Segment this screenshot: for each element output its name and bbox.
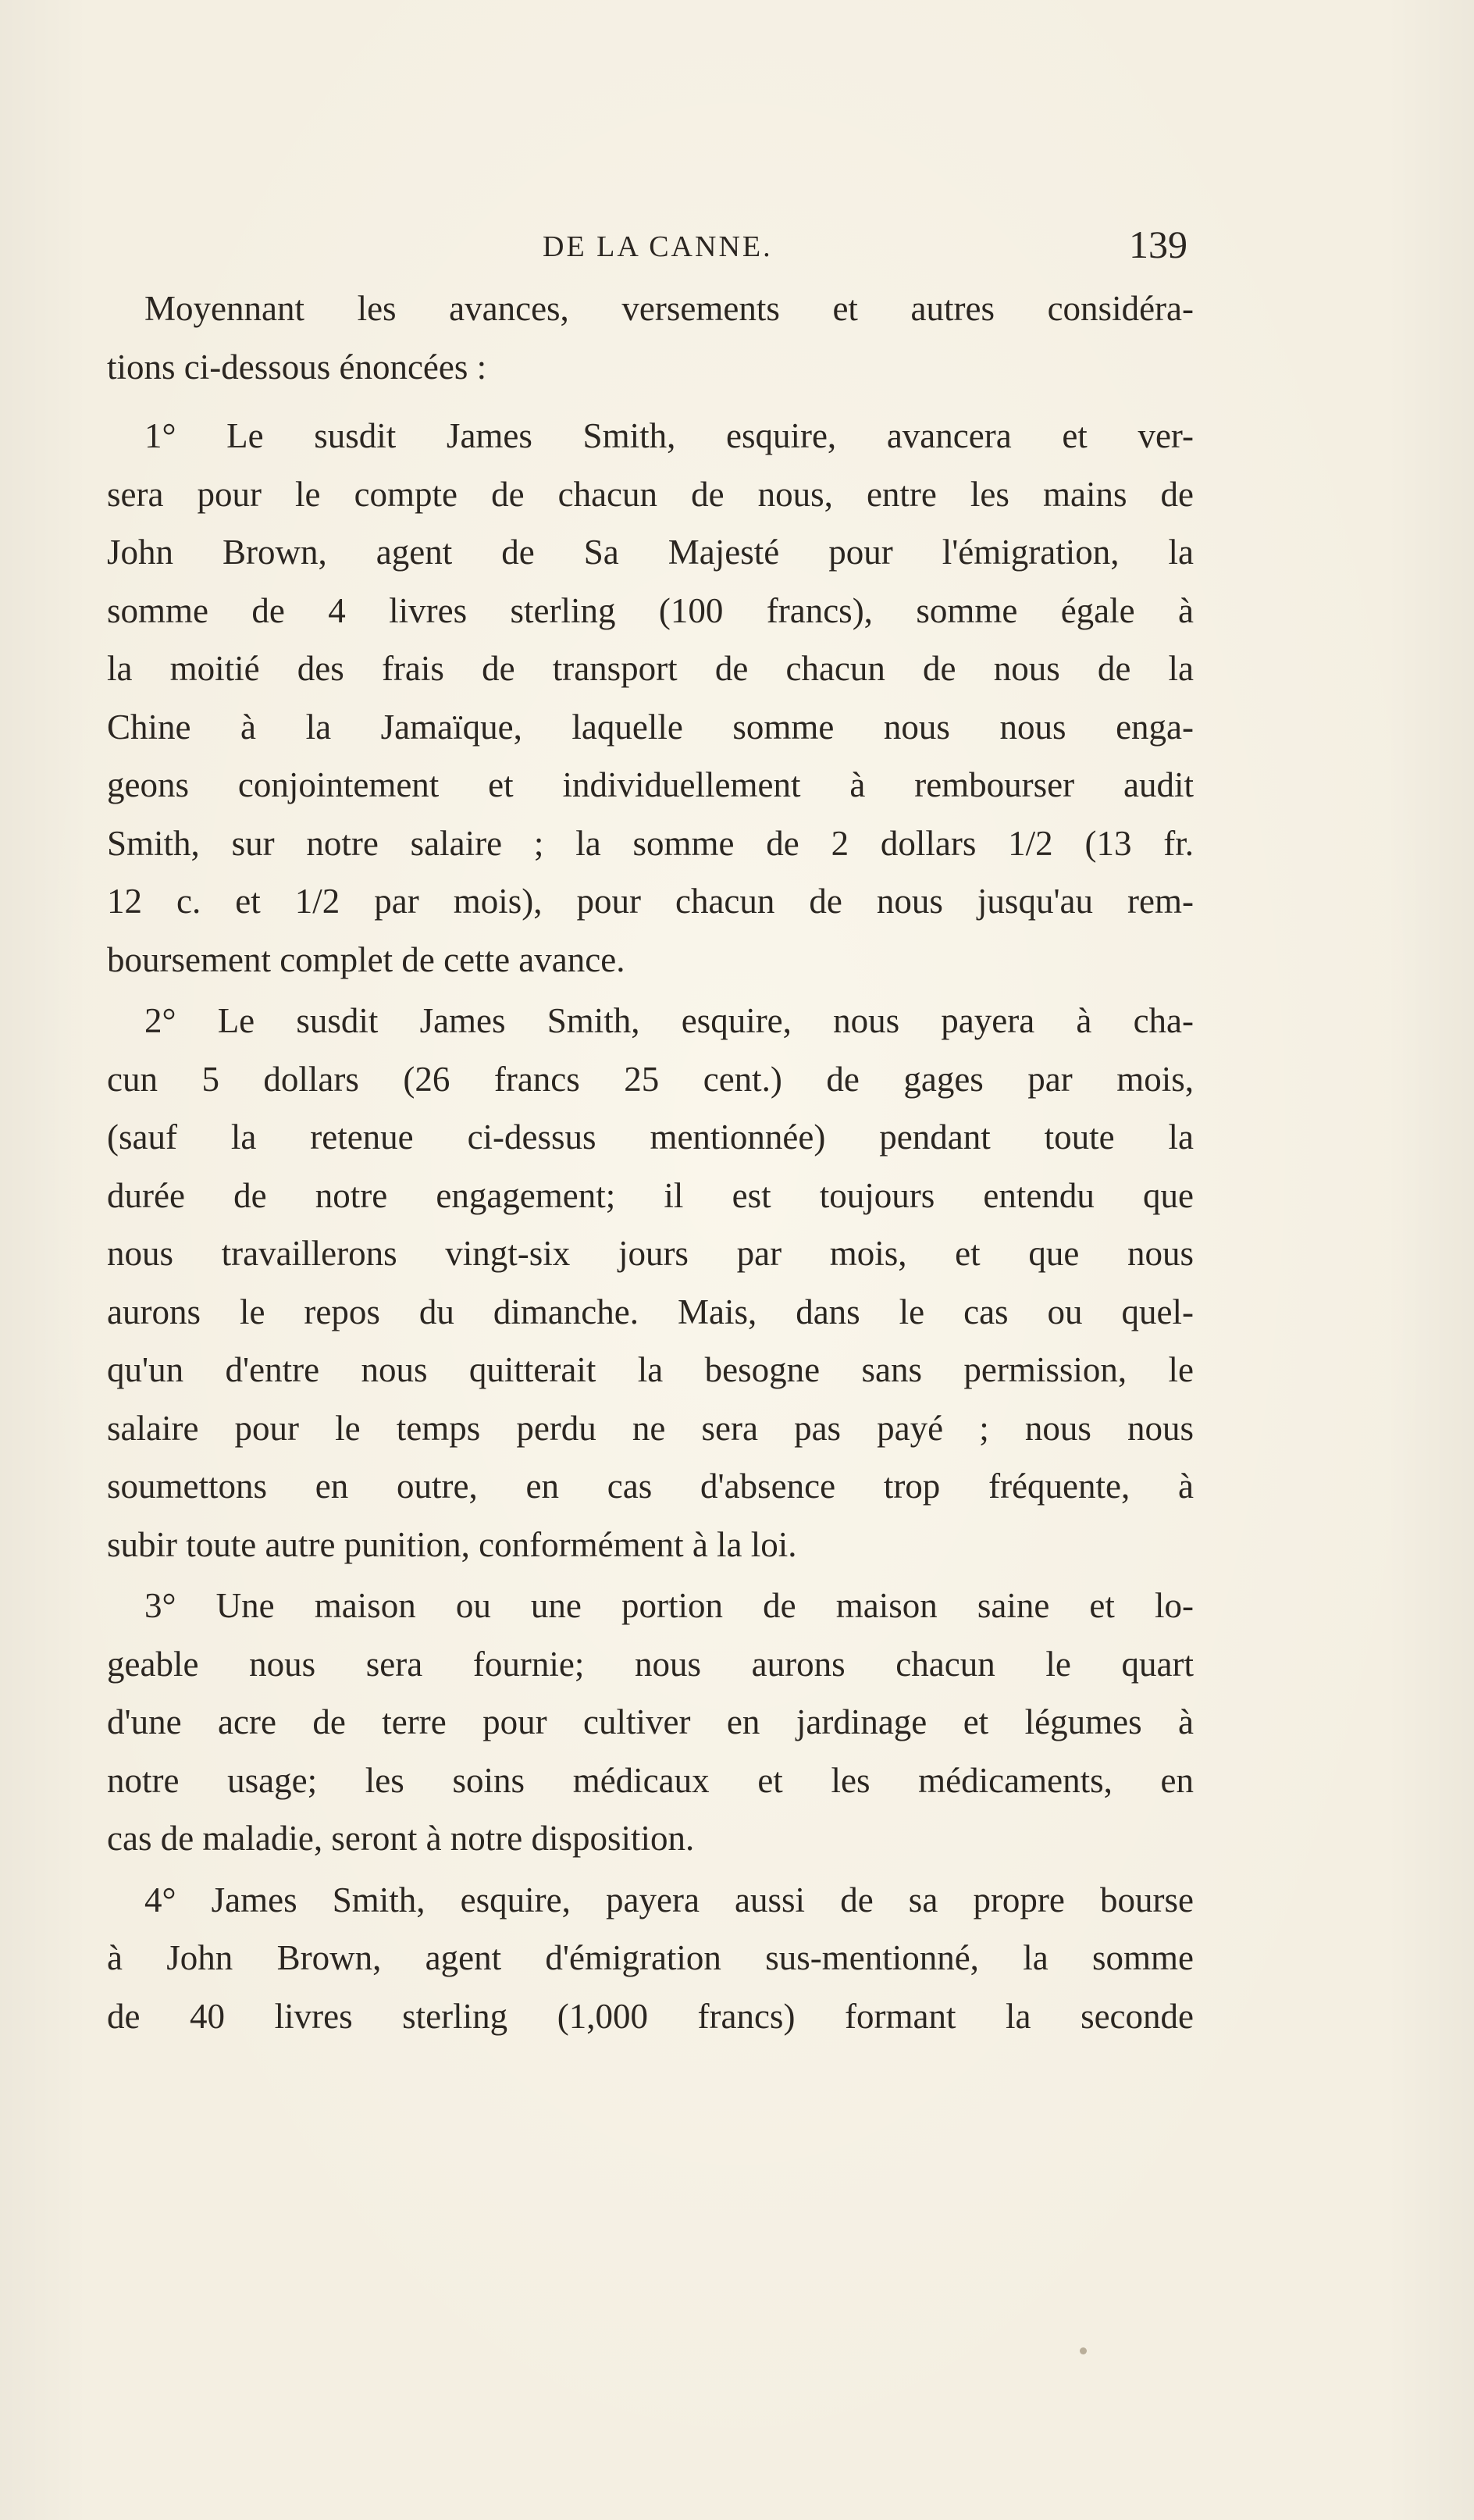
paragraph-article-2	[107, 992, 1194, 1574]
text-line: 3° Une maison ou une portion de maison saine et lo-	[144, 1586, 1194, 1625]
paragraph-article-3	[107, 1577, 1194, 1868]
text-line: (sauf la retenue ci-dessus mentionnée) pendant toute la	[107, 1117, 1194, 1157]
text-line: geable nous sera fournie; nous aurons chacun le quart	[107, 1644, 1194, 1684]
text-line: de 40 livres sterling (1,000 francs) formant la seconde	[107, 1996, 1194, 2036]
text-line: d'une acre de terre pour cultiver en jardinage et légumes à	[107, 1702, 1194, 1741]
text-line: Moyennant les avances, versements et autres considéra-	[144, 289, 1194, 328]
text-line: 1° Le susdit James Smith, esquire, avancera et ver-	[144, 416, 1194, 455]
paper-blemish	[1080, 2347, 1087, 2354]
paragraph-preamble	[107, 280, 1194, 396]
text-line: soumettons en outre, en cas d'absence trop fréquente, à	[107, 1467, 1194, 1506]
page-number: 139	[1129, 223, 1187, 266]
text-line: notre usage; les soins médicaux et les médicaments, en	[107, 1760, 1194, 1800]
paragraph-gap	[107, 399, 1194, 407]
paragraph-article-4	[107, 1871, 1194, 2046]
text-line: salaire pour le temps perdu ne sera pas payé ; nous nous	[107, 1408, 1194, 1448]
text-line: geons conjointement et individuellement à rembourser audit	[107, 765, 1194, 804]
text-line: Smith, sur notre salaire ; la somme de 2 dollars 1/2 (13 fr.	[107, 823, 1194, 863]
text-line: Chine à la Jamaïque, laquelle somme nous nous enga-	[107, 707, 1194, 747]
text-line: 2° Le susdit James Smith, esquire, nous payera à cha-	[144, 1001, 1194, 1040]
text-line: nous travaillerons vingt-six jours par mois, et que nous	[107, 1234, 1194, 1273]
text-line: cas de maladie, seront à notre disposition.	[107, 1819, 695, 1858]
running-title: DE LA CANNE.	[543, 230, 773, 263]
text-line: boursement complet de cette avance.	[107, 939, 625, 979]
text-line: cun 5 dollars (26 francs 25 cent.) de gages par mois,	[107, 1059, 1194, 1099]
text-line: sera pour le compte de chacun de nous, entre les mains de	[107, 474, 1194, 514]
text-line: 4° James Smith, esquire, payera aussi de sa propre bourse	[144, 1880, 1194, 1919]
text-line: 12 c. et 1/2 par mois), pour chacun de nous jusqu'au rem-	[107, 882, 1194, 921]
paragraph-article-1	[107, 407, 1194, 989]
text-line: subir toute autre punition, conformément à la loi.	[107, 1524, 797, 1564]
text-line: à John Brown, agent d'émigration sus-mentionné, la somme	[107, 1938, 1194, 1977]
text-line: la moitié des frais de transport de chacun de nous de la	[107, 649, 1194, 688]
text-line: John Brown, agent de Sa Majesté pour l'émigration, la	[107, 533, 1194, 572]
body-text	[107, 280, 1194, 2048]
text-line: qu'un d'entre nous quitterait la besogne sans permission, le	[107, 1350, 1194, 1389]
text-line: tions ci-dessous énoncées :	[107, 347, 487, 387]
text-line: aurons le repos du dimanche. Mais, dans le cas ou quel-	[107, 1292, 1194, 1331]
text-line: durée de notre engagement; il est toujours entendu que	[107, 1175, 1194, 1215]
text-line: somme de 4 livres sterling (100 francs), somme égale à	[107, 590, 1194, 630]
running-head	[101, 223, 1195, 270]
